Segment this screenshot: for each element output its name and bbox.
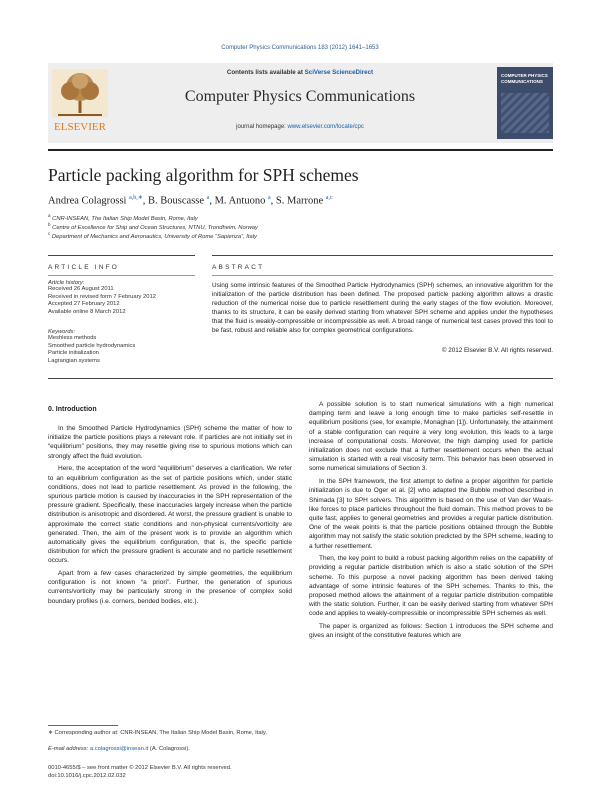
keyword-item: Smoothed particle hydrodynamics <box>48 342 136 349</box>
homepage-prefix: journal homepage: <box>236 124 288 130</box>
affiliation-marker: c <box>48 231 51 236</box>
paper-title: Particle packing algorithm for SPH schemes <box>48 165 359 185</box>
elsevier-tree-logo <box>50 67 110 133</box>
keyword-item: Particle initialization <box>48 350 99 357</box>
author-name: Andrea Colagrossi <box>48 195 127 207</box>
body-paragraph: Apart from a few cases characterized by simple geometries, the equilibrium configuration is not known “a priori”. Further, the generation of spurious currents/vorticity may be particularly strong in the presence of complex solid boundary profiles (i.e. corners, bended bodies, etc.). <box>48 570 292 605</box>
affiliation-marker: b <box>48 222 51 227</box>
journal-cover-thumbnail <box>497 67 553 139</box>
journal-reference[interactable]: Computer Physics Communications 183 (2012) 1641–1653 <box>221 45 379 51</box>
cover-title: COMPUTER PHYSICS COMMUNICATIONS <box>501 73 548 84</box>
affiliation-c <box>48 231 257 240</box>
affiliation-b <box>48 222 258 231</box>
journal-title: Computer Physics Communications <box>184 88 416 105</box>
author-affiliation-marker[interactable]: a <box>267 195 271 201</box>
body-paragraph: Here, the acceptation of the word “equilibrium” deserves a clarification. We refer to an equilibrium configuration as the set of particle positions which, under static conditions, does not lead to particle resettlement. As proved in the following, the spurious particle motion is caused by inaccuracies in the SPH representation of the pressure gradient. Specifically, these inaccuracies largely increase when the particle distribution is anisotropic and disordered. At worst, the pressure gradient is unable to approximate the correct static conditions and non-physical currents/vorticity are generated. Then, the aim of the present work is to provide an algorithm which automatically gives the equilibrium configuration, that is, the specific particle distribution for which the pressure gradient is accurate and no particle resettlement occurs. <box>48 465 292 565</box>
history-received: Received 26 August 2011 <box>48 286 114 292</box>
body-paragraph: The paper is organized as follows: Section 1 introduces the SPH scheme and gives an insight of the constitutive features which are <box>309 623 553 640</box>
author-list <box>48 194 333 207</box>
author-name: S. Marrone <box>275 195 324 207</box>
affiliation-a <box>48 213 198 222</box>
cover-pattern <box>501 93 549 133</box>
article-history <box>48 280 198 316</box>
doi-link[interactable]: doi:10.1016/j.cpc.2012.02.032 <box>48 773 126 779</box>
elsevier-wordmark: ELSEVIER <box>54 121 106 133</box>
corresponding-author-note: ∗ Corresponding author at: CNR-INSEAN, The Italian Ship Model Basin, Rome, Italy. <box>48 730 267 736</box>
body-paragraph: A possible solution is to start numerical simulations with a high numerical damping term and leave a long enough time to make particles self-resettle in equilibrium positions (see, for example, Monaghan [1]). Unfortunately, the attainment of a stable configuration can require a very long evolution, this leads to a large increase of computational costs. Moreover, the high damping used for particle initialization does not exclude that a further resettlement occurs when the actual simulation is started with a real viscosity term. This behavior has been observed in some numerical simulations of Section 3. <box>309 401 553 473</box>
contents-prefix: Contents lists available at <box>226 69 305 76</box>
author-separator: , <box>270 195 276 207</box>
author-affiliation-marker[interactable]: a,c <box>325 195 333 201</box>
front-matter-divider <box>48 378 553 379</box>
email-link[interactable]: a.colagrossi@insean.it <box>89 746 149 752</box>
author-separator: , <box>142 195 149 207</box>
body-column-left <box>48 424 292 609</box>
author-affiliation-marker[interactable]: a <box>206 195 210 201</box>
abstract-heading: ABSTRACT <box>212 264 265 271</box>
abstract-copyright: © 2012 Elsevier B.V. All rights reserved. <box>441 347 553 354</box>
email-suffix: (A. Colagrossi). <box>148 746 190 752</box>
masthead-divider <box>48 149 553 151</box>
section-title: 0. Introduction <box>48 406 97 413</box>
abstract-subrule <box>212 275 553 276</box>
history-online: Available online 8 March 2012 <box>48 308 126 315</box>
keyword-item: Meshless methods <box>48 335 97 341</box>
article-info-rule <box>48 255 195 256</box>
history-revised: Received in revised form 7 February 2012 <box>48 293 156 300</box>
body-paragraph: In the Smoothed Particle Hydrodynamics (SPH) scheme the matter of how to initialize the particle positions plays a relevant role. If particles are not initially set in “equilibrium” positions, they may resettle giving rise to spurious motions which can strongly affect the fluid evolution. <box>48 425 292 460</box>
affiliation-text: Department of Mechanics and Aeronautics, University of Rome “Sapienza”, Italy <box>51 233 257 240</box>
history-accepted: Accepted 27 February 2012 <box>48 301 120 308</box>
abstract-rule <box>212 255 553 256</box>
article-info-heading: ARTICLE INFO <box>48 264 120 271</box>
sciencedirect-link[interactable]: SciVerse ScienceDirect <box>304 69 374 76</box>
body-column-right <box>309 400 553 644</box>
body-paragraph: In the SPH framework, the first attempt to define a proper algorithm for particle initialization is due to Oger et al. [2] who adapted the Bubble method described in Shimada [3] to SPH solvers. This algorithm is based on the use of Van der Waals-like forces to place particles throughout the fluid domain. This method proves to be quite fast, applies to general geometries and provides a regular particle distribution. One of the weak points is that the particle positions obtained through the Bubble algorithm may not satisfy the static solution predicted by the SPH scheme, leading to a further resettlement. <box>309 478 553 550</box>
issn-line: 0010-4655/$ – see front matter © 2012 Elsevier B.V. All rights reserved. <box>48 765 232 771</box>
affiliation-text: Centre of Excellence for Ship and Ocean Structures, NTNU, Trondheim, Norway <box>52 224 258 231</box>
affiliation-marker: a <box>48 213 51 218</box>
author-separator: , <box>209 195 215 207</box>
homepage-link[interactable]: www.elsevier.com/locate/cpc <box>287 124 364 130</box>
author-affiliation-marker[interactable]: a,b,∗ <box>129 195 143 201</box>
author-name: M. Antuono <box>214 195 266 207</box>
email-note <box>48 746 292 753</box>
history-label: Article history: <box>48 280 85 286</box>
body-paragraph: Then, the key point to build a robust packing algorithm relies on the capability of providing a regular particle distribution which is also a static solution of the SPH scheme. To this purpose a novel packing algorithm has been derived taking advantage of some intrinsic features of the SPH schemes. Thanks to this, the proposed method allows the attainment of a regular particle distribution compatible with the static solution. Further, it can be easily derived starting from whatever SPH code and applies to weakly-compressible or incompressible SPH schemes as well. <box>309 555 553 618</box>
contents-availability <box>120 69 480 76</box>
keywords-block <box>48 329 198 365</box>
abstract-text: Using some intrinsic features of the Smoothed Particle Hydrodynamics (SPH) schemes, an innovative algorithm for the initialization of the particle distribution has been defined. The proposed particle packing algorithm allows a drastic reduction of the numerical noise due to particle resettlement during the early stages of the flow evolution. Moreover, thanks to its structure, it can be easily derived starting from whatever SPH scheme and applies under the hypotheses that the fluid is weakly-compressible or incompressible as well. A broad range of numerical test cases proved this tool to be fast, robust and reliable also for complex geometrical configurations. <box>212 282 553 334</box>
journal-homepage <box>120 124 480 130</box>
article-info-subrule <box>48 275 195 276</box>
email-label: E-mail address: <box>48 746 90 752</box>
keyword-item: Lagrangian systems <box>48 357 100 364</box>
keywords-label: Keywords: <box>48 329 76 335</box>
footnote-rule <box>48 725 118 726</box>
affiliation-text: CNR-INSEAN, The Italian Ship Model Basin, Rome, Italy <box>52 215 198 222</box>
author-name: B. Bouscasse <box>148 195 205 207</box>
